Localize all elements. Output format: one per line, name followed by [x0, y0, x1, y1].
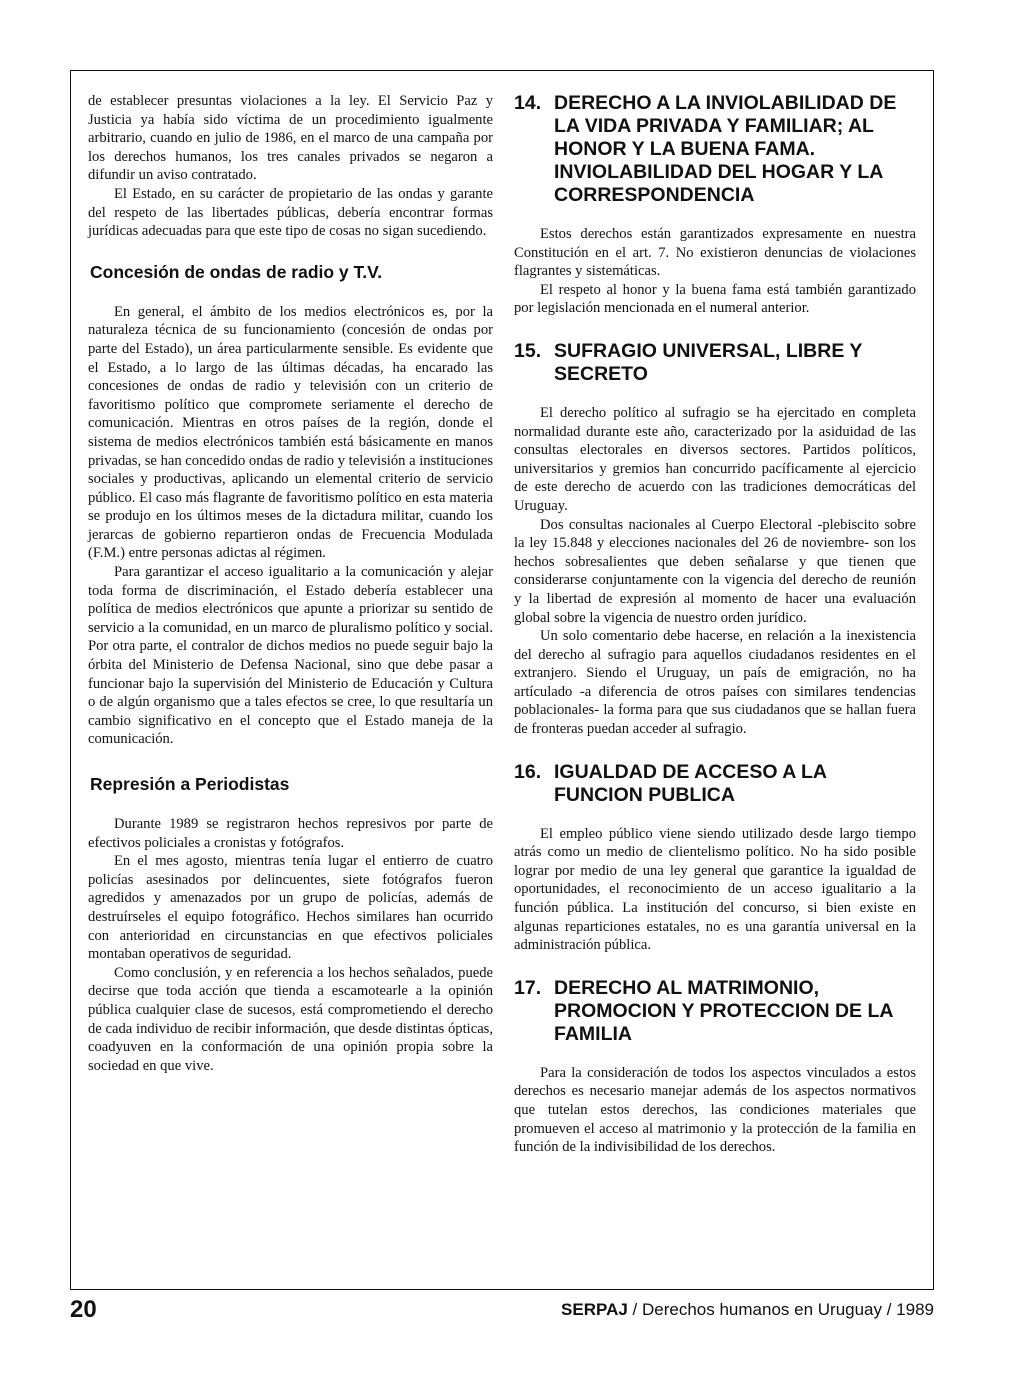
body-paragraph: Para la consideración de todos los aspectos vinculados a estos derechos es necesario manejar además de los aspectos normativos que tutelan estos derechos, las condiciones materiales que promueven el acceso al matrimonio y la protección de la familia en función de la indivisibilidad de los derechos. [514, 1064, 916, 1156]
section-number: 16. [514, 760, 542, 783]
section-number: 14. [514, 92, 542, 114]
section-title: IGUALDAD DE ACCESO A LA FUNCION PUBLICA [554, 760, 827, 806]
page-number: 20 [70, 1296, 97, 1323]
section-heading-15 [514, 340, 916, 386]
body-paragraph: En el mes agosto, mientras tenía lugar el entierro de cuatro policías asesinados por delincuentes, siete fotógrafos fueron agredidos y amenazados por un grupo de policías, además de destruírseles el equipo fotográfico. Hechos similares han ocurrido con anterioridad en circunstancias en que efectivos policiales montaban operativos de seguridad. [88, 853, 493, 963]
left-column [88, 92, 493, 1075]
section-heading-14 [514, 92, 916, 207]
body-paragraph: En general, el ámbito de los medios electrónicos es, por la naturaleza técnica de su funcionamiento (concesión de ondas por parte del Estado), un área particularmente sensible. Es evidente que el Estado, a lo largo de las últimas décadas, ha encarado las concesiones de ondas de radio y televisión con un criterio de favoritismo político que compromete seriamente el derecho de comunicación. Mientras en otros países de la región, donde el sistema de medios electrónicos también está básicamente en manos privadas, se han concedido ondas de radio y televisión a instituciones sociales y productivas, aplicando un elemental criterio de servicio público. El caso más flagrante de favoritismo político en esta materia se produjo en los últimos meses de la dictadura militar, cuando los jerarcas de gobierno repartieron ondas de Frecuencia Modulada (F.M.) entre personas adictas al régimen. [88, 303, 493, 562]
body-paragraph: El derecho político al sufragio se ha ejercitado en completa normalidad durante este año, caracterizado por la asiduidad de las consultas electorales en diversos sectores. Partidos políticos, universitarios y gremios han concurrido pacíficamente al ejercicio de este derecho de acuerdo con las tradiciones democráticas del Uruguay. [514, 404, 916, 514]
body-paragraph: El Estado, en su carácter de propietario de las ondas y garante del respeto de las libertades públicas, debería encontrar formas jurídicas adecuadas para que este tipo de cosas no sigan sucediendo. [88, 185, 493, 240]
body-paragraph: Durante 1989 se registraron hechos represivos por parte de efectivos policiales a cronistas y fotógrafos. [88, 816, 493, 851]
section-heading-16 [514, 761, 916, 807]
body-paragraph: Un solo comentario debe hacerse, en relación a la inexistencia del derecho al sufragio para aquellos ciudadanos residentes en el extranjero. Siendo el Uruguay, un país de emigración, no ha artículado -a diferencia de otros países con similares tendencias poblacionales- la forma para que sus ciudadanos que se hallan fuera de fronteras puedan acceder al sufragio. [514, 628, 916, 738]
subheading-radio-tv: Concesión de ondas de radio y T.V. [90, 261, 383, 282]
body-paragraph: El empleo público viene siendo utilizado desde largo tiempo atrás como un medio de clientelismo político. No ha sido posible lograr por medio de una ley general que garantice la igualdad de oportunidades, el reconocimiento de un acceso igualitario a la función pública. La institución del concurso, si bien existe en algunas reparticiones estatales, no es una garantía universal en la administración pública. [514, 825, 916, 954]
body-paragraph: de establecer presuntas violaciones a la ley. El Servicio Paz y Justicia ya había sido víctima de un procedimiento igualmente arbitrario, cuando en julio de 1986, en el marco de una campaña por los derechos humanos, los tres canales privados se negaron a difundir un aviso contratado. [88, 93, 493, 184]
section-number: 15. [514, 339, 542, 362]
body-paragraph: El respeto al honor y la buena fama está también garantizado por legislación mencionada en el numeral anterior. [514, 281, 916, 317]
subheading-repression: Represión a Periodistas [90, 774, 290, 794]
footer-credit [561, 1300, 934, 1320]
body-paragraph: Dos consultas nacionales al Cuerpo Electoral -plebiscito sobre la ley 15.848 y elecciones nacionales del 26 de noviembre- son los hechos sobresalientes que deben señalarse y que tienen que considerarse conjuntamente con la vigencia del derecho de reunión y la libertad de expresión al momento de hacer una evaluación global sobre la vigencia de nuestro orden jurídico. [514, 516, 916, 626]
section-heading-17 [514, 977, 916, 1046]
section-title: DERECHO AL MATRIMONIO, PROMOCION Y PROTECCION DE LA FAMILIA [554, 976, 893, 1045]
body-paragraph: Como conclusión, y en referencia a los hechos señalados, puede decirse que toda acción que tienda a escamotearle a la opinión pública cualquier clase de sucesos, está comprometiendo el derecho de cada individuo de recibir información, que desde distintas ópticas, coadyuven en la conformación de una opinión propia sobre la sociedad en que vive. [88, 964, 493, 1074]
publisher-name: SERPAJ [561, 1300, 628, 1319]
body-paragraph: Para garantizar el acceso igualitario a la comunicación y alejar toda forma de discriminación, el Estado debería establecer una política de medios electrónicos que apunte a priorizar su sentido de servicio a la comunidad, en un marco de pluralismo político y social. Por otra parte, el contralor de dichos medios no puede seguir bajo la órbita del Ministerio de Defensa Nacional, sino que debe pasar a funcionar bajo la supervisión del Ministerio de Educación y Cultura o de algún organismo que a tales efectos se cree, lo que resultaría un cambio significativo en el concepto que el Estado maneja de la comunicación. [88, 564, 493, 748]
section-title: SUFRAGIO UNIVERSAL, LIBRE Y SECRETO [554, 339, 863, 385]
publication-info: / Derechos humanos en Uruguay / 1989 [627, 1300, 934, 1319]
right-column [514, 92, 916, 1157]
body-paragraph: Estos derechos están garantizados expresamente en nuestra Constitución en el art. 7. No existieron denuncias de violaciones flagrantes y sistemáticas. [514, 226, 916, 280]
section-title: DERECHO A LA INVIOLABILIDAD DE LA VIDA PRIVADA Y FAMILIAR; AL HONOR Y LA BUENA FAMA. INVIOLABILIDAD DEL HOGAR Y LA CORRESPONDENCIA [554, 92, 897, 206]
section-number: 17. [514, 976, 542, 999]
